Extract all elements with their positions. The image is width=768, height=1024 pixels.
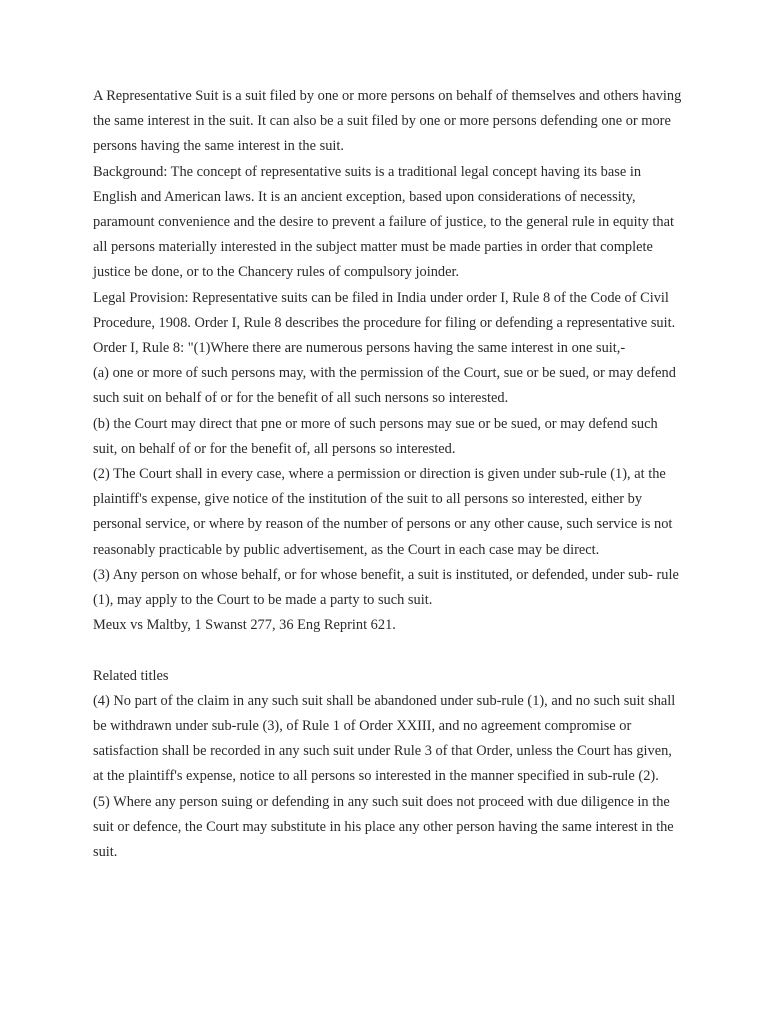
blank-line xyxy=(93,638,683,663)
paragraph-sub-rule-2: (2) The Court shall in every case, where a permission or direction is given under sub-rule (1), at the plaintiff's expense, give notice of the institution of the suit to all persons so interested, either by personal service, or where by reason of the number of persons or any other cause, such service is not reasonably practicable by public advertisement, as the Court in each case may be direct. xyxy=(93,466,673,558)
paragraph-sub-rule-3: (3) Any person on whose behalf, or for whose benefit, a suit is instituted, or defended, under sub- rule (1), may apply to the Court to be made a party to such suit. xyxy=(93,566,679,609)
paragraph-clause-a: (a) one or more of such persons may, with the permission of the Court, sue or be sued, or may defend such suit on behalf of or for the benefit of all such nersons so interested. xyxy=(93,365,676,407)
paragraph-definition: A Representative Suit is a suit filed by one or more persons on behalf of themselves and others having the same interest in the suit. It can also be a suit filed by one or more persons defending one or more persons having the same interest in the suit. xyxy=(93,88,682,155)
paragraph-background: Background: The concept of representative suits is a traditional legal concept having its base in English and American laws. It is an ancient exception, based upon considerations of necessity, paramount convenience and the desire to prevent a failure of justice, to the general rule in equity that all persons materially interested in the subject matter must be made parties in order that complete justice be done, or to the Chancery rules of compulsory joinder. xyxy=(93,163,674,281)
document-page xyxy=(93,84,683,865)
paragraph-clause-b: (b) the Court may direct that pne or more of such persons may sue or be sued, or may defend such suit, on behalf of or for the benefit of, all persons so interested. xyxy=(93,415,658,457)
related-titles-heading: Related titles xyxy=(93,667,169,684)
paragraph-citation: Meux vs Maltby, 1 Swanst 277, 36 Eng Reprint 621. xyxy=(93,617,396,634)
paragraph-sub-rule-4: (4) No part of the claim in any such suit shall be abandoned under sub-rule (1), and no such suit shall be withdrawn under sub-rule (3), of Rule 1 of Order XXIII, and no agreement compromise or satisfaction shall be recorded in any such suit under Rule 3 of that Order, unless the Court has given, at the plaintiff's expense, notice to all persons so interested in the manner specified in sub-rule (2). xyxy=(93,692,676,785)
paragraph-legal-provision: Legal Provision: Representative suits can be filed in India under order I, Rule 8 of the Code of Civil Procedure, 1908. Order I, Rule 8 describes the procedure for filing or defending a representative suit. Order I, Rule 8: "(1)Where there are numerous persons having the same interest in one suit,- xyxy=(93,289,676,357)
paragraph-sub-rule-5: (5) Where any person suing or defending in any such suit does not proceed with due diligence in the suit or defence, the Court may substitute in his place any other person having the same interest in the suit. xyxy=(93,793,674,861)
